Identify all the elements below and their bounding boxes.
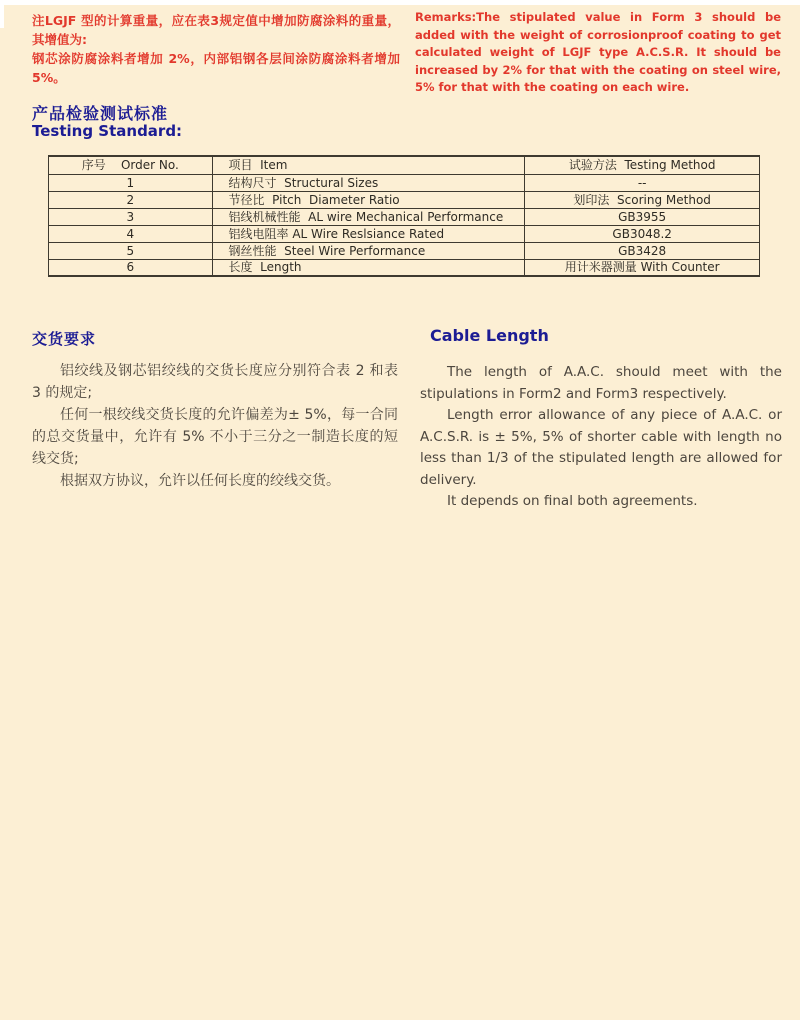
cell-item: 铝线电阻率 AL Wire Reslsiance Rated [212, 225, 525, 242]
cable-length-paragraph-en: Length error allowance of any piece of A.A.C. or A.C.S.R. is ± 5%, 5% of shorter cable with length no less than 1/3 of the stipulated length are allowed for delivery. [420, 407, 782, 488]
header-testing-method: 试验方法 Testing Method [525, 156, 760, 174]
cable-length-paragraph-en: The length of A.A.C. should meet with the stipulations in Form2 and Form3 respectively. [420, 364, 782, 402]
table-row [49, 174, 760, 191]
table-row [49, 242, 760, 259]
cell-order-no: 6 [49, 259, 213, 276]
cable-length-paragraph-en: It depends on final both agreements. [447, 493, 698, 509]
table-row [49, 208, 760, 225]
table-row [49, 259, 760, 276]
table-row [49, 225, 760, 242]
delivery-paragraphs-chinese [32, 360, 398, 492]
delivery-paragraph-cn: 任何一根绞线交货长度的允许偏差为± 5%，每一合同的总交货量中，允许有 5% 不小于三分之一制造长度的短线交货; [32, 407, 398, 467]
cell-method: GB3428 [525, 242, 760, 259]
remarks-note-chinese [32, 11, 400, 87]
page-top-margin [0, 0, 800, 5]
remarks-note-chinese-line2: 钢芯涂防腐涂料者增加 2%，内部铝钢各层间涂防腐涂料者增加 5%。 [32, 51, 400, 85]
cell-order-no: 5 [49, 242, 213, 259]
delivery-paragraph-cn: 根据双方协议，允许以任何长度的绞线交货。 [60, 473, 340, 489]
table-header-row [49, 156, 760, 174]
table-header [49, 156, 760, 174]
cable-length-paragraphs-english [420, 362, 782, 513]
table-row [49, 191, 760, 208]
header-order-no: 序号 Order No. [49, 156, 213, 174]
cell-method: GB3955 [525, 208, 760, 225]
testing-standard-title-english: Testing Standard: [32, 122, 183, 140]
delivery-paragraph-cn: 铝绞线及钢芯铝绞线的交货长度应分别符合表 2 和表 3 的规定; [32, 363, 398, 401]
cell-order-no: 1 [49, 174, 213, 191]
delivery-requirements-title-chinese: 交货要求 [32, 330, 97, 348]
cell-method: -- [525, 174, 760, 191]
header-item: 项目 Item [212, 156, 525, 174]
testing-standard-title-chinese: 产品检验测试标准 [32, 104, 169, 123]
remarks-note-chinese-line1: 注LGJF 型的计算重量，应在表3规定值中增加防腐涂料的重量，其增值为: [32, 13, 400, 47]
cell-item: 节径比 Pitch Diameter Ratio [212, 191, 525, 208]
remarks-note-english: Remarks:The stipulated value in Form 3 should be added with the weight of corrosionproof coating to get calculated weight of LGJF type A.C.S.R. It should be increased by 2% for that with the coating on steel wire, 5% for that with the coating on each wire. [415, 10, 781, 94]
cell-item: 钢丝性能 Steel Wire Performance [212, 242, 525, 259]
table-body [49, 174, 760, 276]
cell-method: GB3048.2 [525, 225, 760, 242]
testing-standard-table [48, 155, 760, 277]
cell-method: 用计米器测量 With Counter [525, 259, 760, 276]
cell-item: 铝线机械性能 AL wire Mechanical Performance [212, 208, 525, 225]
cell-method: 划印法 Scoring Method [525, 191, 760, 208]
cell-order-no: 4 [49, 225, 213, 242]
cell-item: 结构尺寸 Structural Sizes [212, 174, 525, 191]
cell-order-no: 2 [49, 191, 213, 208]
cell-order-no: 3 [49, 208, 213, 225]
page-left-margin [0, 0, 4, 28]
cable-length-title-english: Cable Length [430, 326, 549, 345]
cell-item: 长度 Length [212, 259, 525, 276]
